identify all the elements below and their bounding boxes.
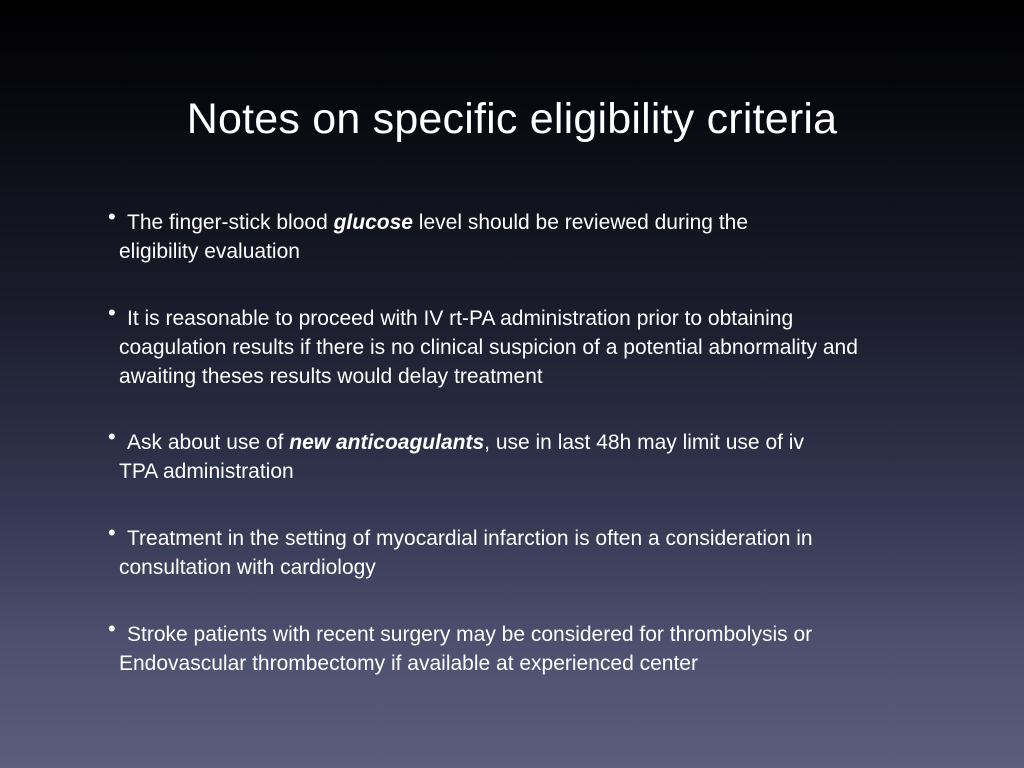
bullet-marker: • bbox=[108, 424, 116, 449]
bullet-text bbox=[108, 208, 928, 266]
bullet-text-continuation: consultation with cardiology bbox=[119, 556, 376, 579]
bullet-text bbox=[108, 524, 928, 582]
bullet-text-continuation: Endovascular thrombectomy if available at experienced center bbox=[119, 652, 698, 675]
bullet-text-pre: Ask about use of bbox=[127, 431, 290, 454]
bullet-text-continuation: coagulation results if there is no clinical suspicion of a potential abnormality and awaiting theses results would delay treatment bbox=[119, 336, 858, 388]
bullet-text bbox=[108, 620, 928, 678]
bullet-text-pre: Treatment in the setting of myocardial infarction is often a consideration in bbox=[127, 527, 813, 550]
bullet-text-pre: Stroke patients with recent surgery may be considered for thrombolysis or bbox=[127, 623, 813, 646]
bullet-item-surgery bbox=[108, 616, 928, 678]
bullet-text-post: , use in last 48h may limit use of iv bbox=[484, 431, 804, 454]
bullet-marker: • bbox=[108, 300, 116, 325]
slide-title: Notes on specific eligibility criteria bbox=[186, 95, 838, 143]
bullet-text-post: level should be reviewed during the bbox=[412, 211, 749, 234]
bullet-item-coagulation bbox=[108, 300, 928, 391]
bullet-text-continuation: eligibility evaluation bbox=[119, 240, 300, 263]
bullet-marker: • bbox=[108, 520, 116, 545]
bullet-text-pre: The finger-stick blood bbox=[127, 211, 334, 234]
bullet-marker: • bbox=[108, 616, 116, 641]
bullet-text bbox=[108, 428, 928, 486]
bullet-emphasis: glucose bbox=[333, 211, 413, 234]
bullet-marker: • bbox=[108, 204, 116, 229]
bullet-emphasis: new anticoagulants bbox=[289, 431, 485, 454]
bullet-text-pre: It is reasonable to proceed with IV rt-PA administration prior to obtaining bbox=[127, 307, 794, 330]
bullet-text-continuation: TPA administration bbox=[119, 460, 294, 483]
bullet-item-glucose bbox=[108, 204, 928, 266]
bullet-item-myocardial bbox=[108, 520, 928, 582]
bullet-text bbox=[108, 304, 928, 391]
bullet-item-anticoagulants bbox=[108, 424, 928, 486]
